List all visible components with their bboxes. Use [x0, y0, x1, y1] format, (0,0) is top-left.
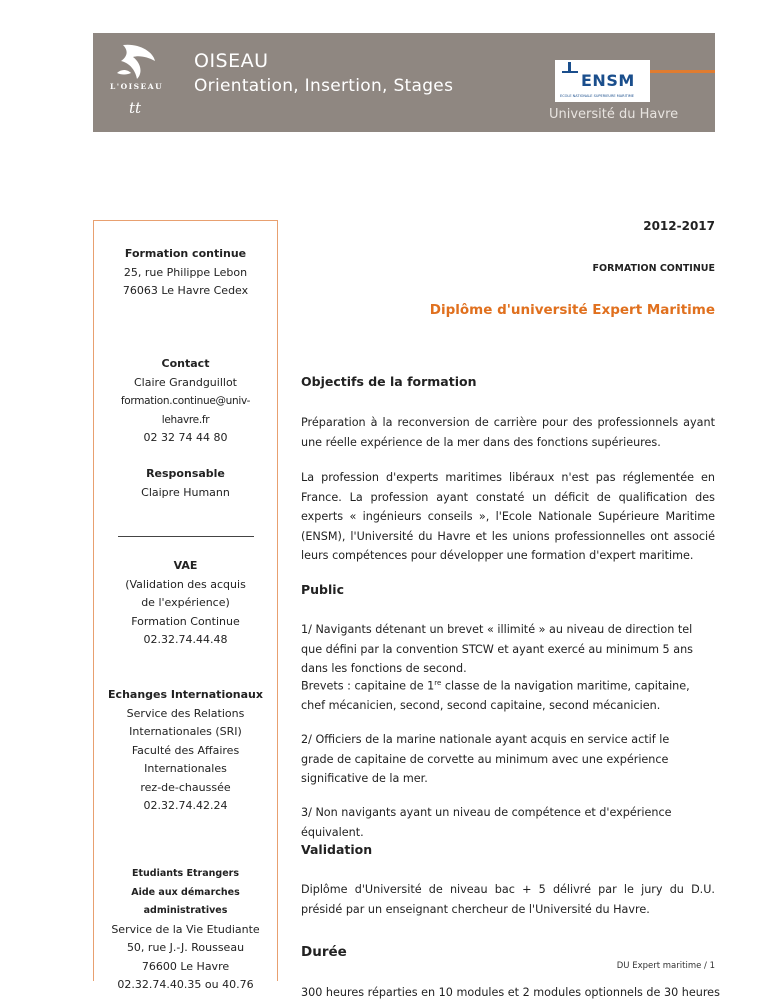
validation-para: Diplôme d'Université de niveau bac + 5 délivré par le jury du D.U. présidé par un enseignant chercheur de l'Université du Havre. [301, 883, 715, 916]
public-para3: 3/ Non navigants ayant un niveau de compétence et d'expérience équivalent. [301, 806, 672, 839]
public-para1: 1/ Navigants détenant un brevet « illimité » au niveau de direction tel que défini par la convention STCW et ayant exercé au minimum 5 ans dans les fonctions de second. [301, 623, 694, 675]
diploma-title: Diplôme d'université Expert Maritime [429, 302, 715, 318]
orange-divider [650, 70, 715, 73]
et-line3: 76600 Le Havre [141, 959, 230, 973]
objectives-para2: La profession d'experts maritimes libéraux n'est pas réglementée en France. La profession ayant constaté un déficit de qualification des experts « ingénieurs conseils », l'Ecole Nationale Supérieure Maritime (ENSM), l'Université du Havre et les unions professionnelles ont associé leurs compétences pour développer une formation d'expert maritime. [301, 471, 715, 562]
duree-para: 300 heures réparties en 10 modules et 2 modules optionnels de 30 heures [301, 986, 720, 999]
oiseau-logo [93, 33, 182, 132]
ensm-subtext: ECOLE NATIONALE SUPERIEURE MARITIME [560, 94, 635, 98]
et-phone: 02.32.74.40.35 ou 40.76 [117, 978, 254, 991]
fc-address-line2: 76063 Le Havre Cedex [122, 284, 249, 297]
ei-line5: rez-de-chaussée [140, 780, 231, 794]
validation-heading: Validation [301, 842, 373, 857]
et-line2: 50, rue J.-J. Rousseau [126, 941, 245, 954]
contact-name: Claire Grandguillot [134, 375, 237, 389]
university-label: Université du Havre [549, 107, 679, 122]
email-line2[interactable]: lehavre.fr [161, 413, 210, 426]
objectives-heading: Objectifs de la formation [301, 374, 477, 389]
objectives-para1: Préparation à la reconversion de carrière pour des professionnels ayant une réelle expérience de la mer dans des fonctions supérieures. [301, 416, 715, 449]
sidebar-separator [118, 536, 254, 537]
vae-block [94, 557, 277, 650]
etudiants-block [94, 865, 277, 995]
email-line1[interactable]: formation.continue@univ- [120, 395, 251, 407]
responsable-block [94, 465, 277, 502]
fc-block [94, 245, 277, 301]
fc-title: Formation continue [124, 247, 247, 260]
formation-label: FORMATION CONTINUE [592, 263, 715, 274]
header-subtitle: Orientation, Insertion, Stages [194, 76, 454, 96]
resp-title: Responsable [146, 467, 225, 480]
duree-heading: Durée [301, 944, 347, 960]
et-title: Etudiants Etrangers [131, 868, 239, 879]
vae-title: VAE [173, 559, 198, 572]
et-subtitle: Aide aux démarches administratives [131, 886, 240, 916]
public-para2: 2/ Officiers de la marine nationale ayant acquis en service actif le grade de capitaine de corvette au minimum avec une expérience significative de la mer. [301, 733, 670, 785]
vae-phone: 02.32.74.44.48 [143, 633, 228, 646]
resp-name: Claipre Humann [141, 485, 230, 499]
ei-line2: Internationales (SRI) [129, 725, 242, 738]
contact-phone: 02 32 74 44 80 [143, 431, 228, 444]
ei-line4: Internationales [144, 762, 227, 775]
contact-title: Contact [161, 357, 210, 370]
brevets-sup: re [434, 679, 442, 687]
logo-text: L'OISEAU [110, 82, 164, 91]
et-line1: Service de la Vie Etudiante [111, 922, 260, 936]
ei-line3: Faculté des Affaires [131, 743, 240, 757]
ei-title: Echanges Internationaux [108, 688, 263, 701]
fc-address-line1: 25, rue Philippe Lebon [123, 265, 248, 279]
ensm-logo [555, 60, 650, 102]
ei-line1: Service des Relations [126, 706, 245, 720]
contact-block [94, 355, 277, 448]
brevets-text-b: classe de la navigation maritime, capitaine, chef mécanicien, second, second capitaine, second mécanicien. [301, 679, 690, 713]
contact-email[interactable] [94, 392, 277, 429]
header-title: OISEAU [194, 50, 269, 72]
contact-sidebar [93, 220, 278, 991]
public-brevets [301, 674, 701, 716]
page-footer: DU Expert maritime / 1 [616, 961, 715, 971]
ei-phone: 02.32.74.42.24 [143, 799, 228, 812]
vae-line3: Formation Continue [131, 614, 240, 628]
echanges-block [94, 686, 277, 816]
brevets-text-a: Brevets : capitaine de 1 [301, 679, 435, 693]
year-range: 2012-2017 [643, 219, 715, 233]
ensm-text: ENSM [581, 71, 635, 90]
vae-line2: de l'expérience) [141, 596, 230, 609]
header-banner [93, 33, 715, 132]
tt-logo: tt [129, 99, 142, 117]
public-heading: Public [301, 582, 344, 597]
vae-line1: (Validation des acquis [125, 577, 246, 591]
